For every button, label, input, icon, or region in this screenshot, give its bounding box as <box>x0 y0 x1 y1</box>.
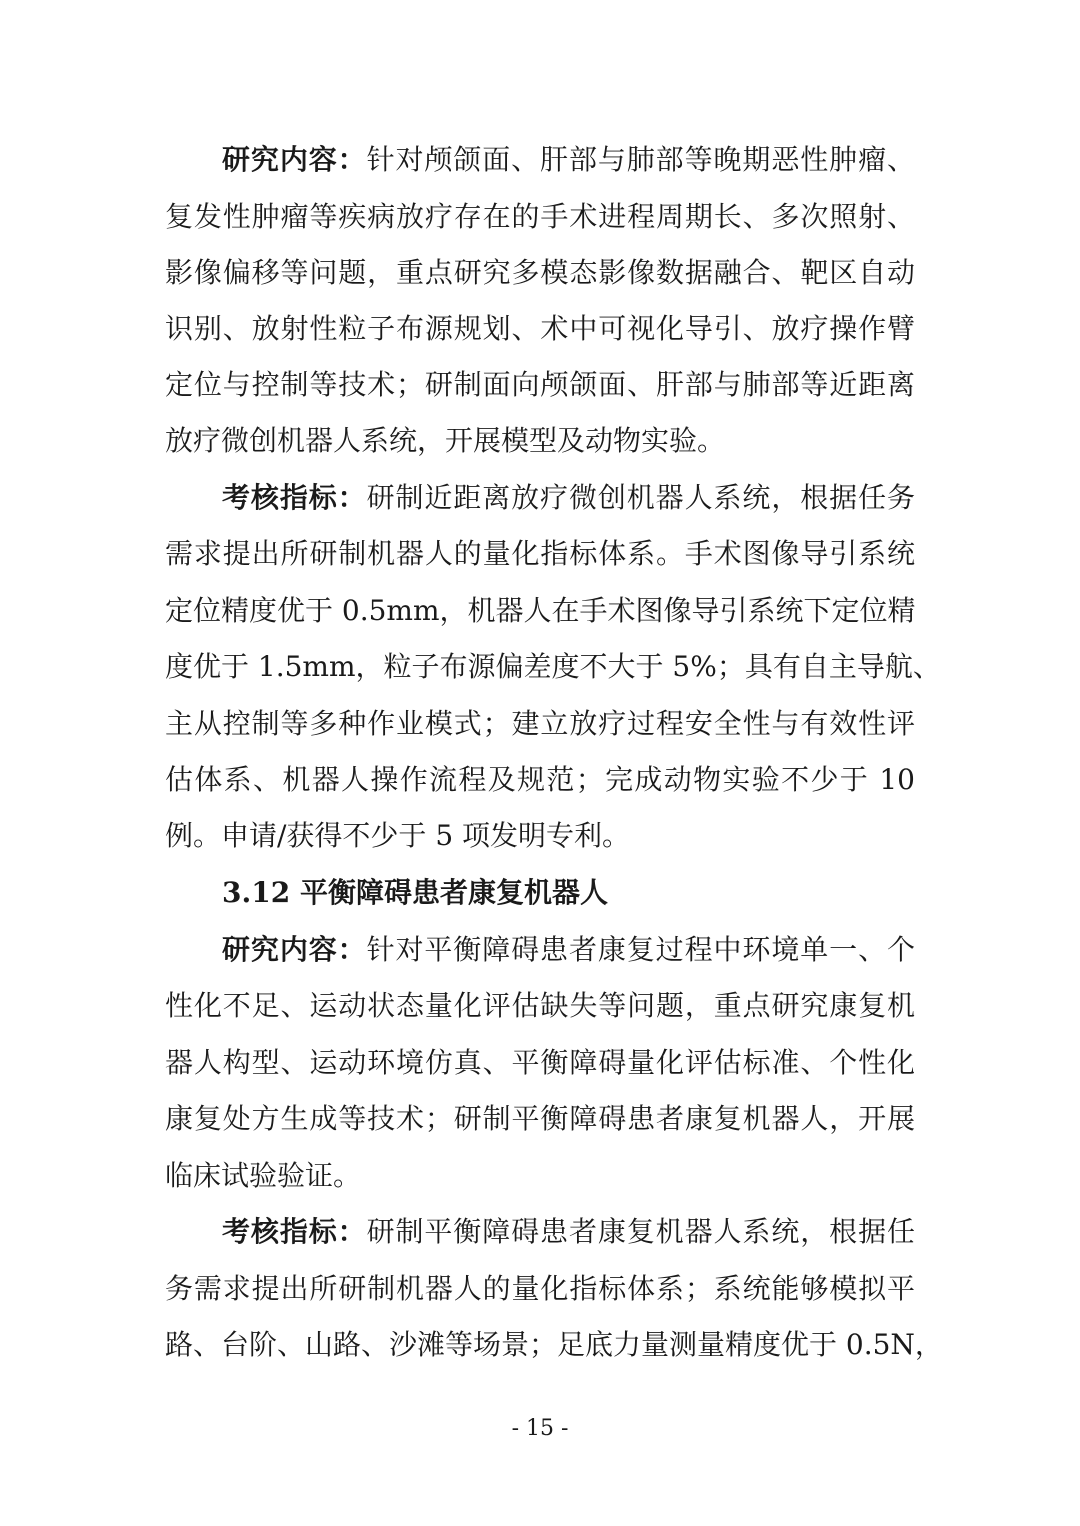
paragraph-line: 考核指标：研制平衡障碍患者康复机器人系统，根据任 <box>222 1215 915 1248</box>
paragraph-line: 需求提出所研制机器人的量化指标体系。手术图像导引系统 <box>165 537 915 570</box>
section-heading: 3.12 平衡障碍患者康复机器人 <box>222 876 608 909</box>
paragraph-line: 研究内容：针对颅颌面、肝部与肺部等晚期恶性肿瘤、 <box>222 143 915 176</box>
paragraph-line: 研究内容：针对平衡障碍患者康复过程中环境单一、个 <box>222 933 915 966</box>
paragraph-line: 器人构型、运动环境仿真、平衡障碍量化评估标准、个性化 <box>165 1046 915 1079</box>
paragraph-line: 考核指标：研制近距离放疗微创机器人系统，根据任务 <box>222 481 915 514</box>
paragraph-line: 定位精度优于 0.5mm，机器人在手术图像导引系统下定位精 <box>165 594 916 627</box>
assessment-label: 考核指标： <box>222 481 367 514</box>
paragraph-line: 例。申请/获得不少于 5 项发明专利。 <box>165 819 631 852</box>
paragraph-line: 放疗微创机器人系统，开展模型及动物实验。 <box>165 424 726 457</box>
paragraph-line: 影像偏移等问题，重点研究多模态影像数据融合、靶区自动 <box>165 256 915 289</box>
paragraph-line: 务需求提出所研制机器人的量化指标体系；系统能够模拟平 <box>165 1272 915 1305</box>
page-number: - 15 - <box>511 1416 569 1441</box>
paragraph-line: 康复处方生成等技术；研制平衡障碍患者康复机器人，开展 <box>165 1102 915 1135</box>
research-content-label: 研究内容： <box>222 143 367 176</box>
paragraph-line: 度优于 1.5mm，粒子布源偏差度不大于 5%；具有自主导航、 <box>165 650 941 683</box>
paragraph-line: 主从控制等多种作业模式；建立放疗过程安全性与有效性评 <box>165 707 915 740</box>
paragraph-line: 识别、放射性粒子布源规划、术中可视化导引、放疗操作臂 <box>165 312 915 345</box>
paragraph-line: 临床试验验证。 <box>165 1159 362 1192</box>
paragraph-line: 定位与控制等技术；研制面向颅颌面、肝部与肺部等近距离 <box>165 368 915 401</box>
assessment-label: 考核指标： <box>222 1215 367 1248</box>
paragraph-line: 复发性肿瘤等疾病放疗存在的手术进程周期长、多次照射、 <box>165 200 915 233</box>
paragraph-line: 估体系、机器人操作流程及规范；完成动物实验不少于 10 <box>165 763 915 796</box>
research-content-label: 研究内容： <box>222 933 367 966</box>
paragraph-line: 路、台阶、山路、沙滩等场景；足底力量测量精度优于 0.5N， <box>165 1328 943 1361</box>
paragraph-line: 性化不足、运动状态量化评估缺失等问题，重点研究康复机 <box>165 989 915 1022</box>
